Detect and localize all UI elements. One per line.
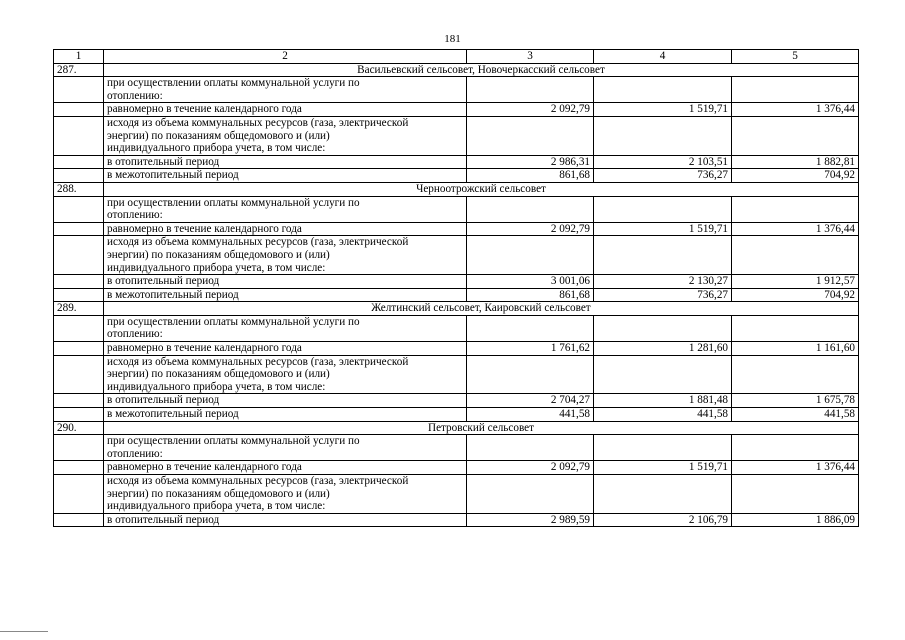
- margin-mark: [0, 631, 48, 632]
- description-cell: [104, 288, 467, 302]
- value-cell-v5: 704,92: [732, 288, 859, 302]
- index-cell: [54, 236, 104, 275]
- value-cell-v5: 1 376,44: [732, 103, 859, 117]
- value-cell-v3: [467, 475, 594, 514]
- value-cell-v3: [467, 196, 594, 222]
- value-cell-v5: 1 886,09: [732, 513, 859, 527]
- description-cell: [104, 342, 467, 356]
- description-line: в межотопительный период: [107, 288, 239, 301]
- value-cell-v3: 2 989,59: [467, 513, 594, 527]
- description-line: равномерно в течение календарного года: [107, 342, 302, 355]
- value-cell-v3: 2 092,79: [467, 103, 594, 117]
- section-index: 288.: [54, 182, 104, 196]
- value-cell-v4: [594, 116, 732, 155]
- table-row: [54, 342, 859, 356]
- value-cell-v5: [732, 315, 859, 341]
- description-line: в отопительный период: [107, 513, 220, 526]
- index-cell: [54, 408, 104, 422]
- table-row: [54, 355, 859, 394]
- value-cell-v5: 1 161,60: [732, 342, 859, 356]
- table-row: [54, 435, 859, 461]
- value-cell-v5: 1 376,44: [732, 461, 859, 475]
- index-cell: [54, 116, 104, 155]
- description-cell: [104, 408, 467, 422]
- description-line: при осуществлении оплаты коммунальной услуги по: [107, 315, 360, 328]
- description-cell: [104, 315, 467, 341]
- index-cell: [54, 435, 104, 461]
- description-line: равномерно в течение календарного года: [107, 103, 302, 116]
- description-cell: [104, 103, 467, 117]
- value-cell-v4: 736,27: [594, 288, 732, 302]
- value-cell-v4: 1 281,60: [594, 342, 732, 356]
- table-row: [54, 461, 859, 475]
- index-cell: [54, 169, 104, 183]
- section-title: Черноотрожский сельсовет: [104, 182, 859, 196]
- description-cell: [104, 77, 467, 103]
- table-row: [54, 475, 859, 514]
- value-cell-v5: [732, 116, 859, 155]
- description-line: исходя из объема коммунальных ресурсов (газа, электрической: [107, 236, 409, 249]
- value-cell-v4: [594, 236, 732, 275]
- section-title: Петровский сельсовет: [104, 421, 859, 435]
- table-row: [54, 408, 859, 422]
- description-line: исходя из объема коммунальных ресурсов (газа, электрической: [107, 355, 409, 368]
- value-cell-v5: 1 912,57: [732, 275, 859, 289]
- index-cell: [54, 461, 104, 475]
- value-cell-v4: 1 519,71: [594, 461, 732, 475]
- description-line: индивидуального прибора учета, в том числе:: [107, 500, 326, 513]
- section-row: [54, 421, 859, 435]
- value-cell-v5: 1 376,44: [732, 222, 859, 236]
- column-header: 4: [594, 50, 732, 64]
- section-index: 287.: [54, 63, 104, 77]
- description-line: энергии) по показаниям общедомового и (или): [107, 248, 330, 261]
- value-cell-v3: [467, 315, 594, 341]
- table-row: [54, 77, 859, 103]
- index-cell: [54, 475, 104, 514]
- value-cell-v3: [467, 355, 594, 394]
- description-line: исходя из объема коммунальных ресурсов (газа, электрической: [107, 475, 409, 487]
- table-row: [54, 116, 859, 155]
- description-line: равномерно в течение календарного года: [107, 222, 302, 235]
- table-row: [54, 196, 859, 222]
- description-line: в межотопительный период: [107, 408, 239, 421]
- value-cell-v4: [594, 355, 732, 394]
- index-cell: [54, 315, 104, 341]
- column-header: 5: [732, 50, 859, 64]
- description-line: в отопительный период: [107, 155, 220, 168]
- value-cell-v5: [732, 196, 859, 222]
- value-cell-v5: [732, 355, 859, 394]
- index-cell: [54, 342, 104, 356]
- value-cell-v4: [594, 196, 732, 222]
- description-line: при осуществлении оплаты коммунальной услуги по: [107, 77, 360, 90]
- description-cell: [104, 513, 467, 527]
- value-cell-v3: [467, 236, 594, 275]
- table-row: [54, 155, 859, 169]
- value-cell-v3: 2 704,27: [467, 394, 594, 408]
- value-cell-v5: [732, 236, 859, 275]
- value-cell-v3: [467, 435, 594, 461]
- description-line: энергии) по показаниям общедомового и (или): [107, 368, 330, 381]
- value-cell-v3: [467, 116, 594, 155]
- description-line: при осуществлении оплаты коммунальной услуги по: [107, 435, 360, 448]
- description-cell: [104, 169, 467, 183]
- table-row: [54, 275, 859, 289]
- value-cell-v4: [594, 315, 732, 341]
- value-cell-v5: 1 882,81: [732, 155, 859, 169]
- value-cell-v3: 3 001,06: [467, 275, 594, 289]
- value-cell-v5: [732, 435, 859, 461]
- description-line: в отопительный период: [107, 394, 220, 407]
- page-number: 181: [444, 33, 461, 45]
- value-cell-v4: 1 519,71: [594, 222, 732, 236]
- value-cell-v4: [594, 77, 732, 103]
- description-line: энергии) по показаниям общедомового и (или): [107, 129, 330, 142]
- description-line: отоплению:: [107, 328, 163, 341]
- value-cell-v3: 2 092,79: [467, 222, 594, 236]
- description-line: отоплению:: [107, 89, 163, 102]
- column-header: 3: [467, 50, 594, 64]
- description-line: энергии) по показаниям общедомового и (или): [107, 487, 330, 500]
- description-line: равномерно в течение календарного года: [107, 461, 302, 474]
- index-cell: [54, 196, 104, 222]
- description-line: в межотопительный период: [107, 169, 239, 182]
- column-header: 1: [54, 50, 104, 64]
- index-cell: [54, 513, 104, 527]
- description-cell: [104, 275, 467, 289]
- index-cell: [54, 103, 104, 117]
- description-cell: [104, 435, 467, 461]
- value-cell-v3: 441,58: [467, 408, 594, 422]
- section-title: Васильевский сельсовет, Новочеркасский сельсовет: [104, 63, 859, 77]
- value-cell-v4: 441,58: [594, 408, 732, 422]
- value-cell-v4: [594, 475, 732, 514]
- section-row: [54, 63, 859, 77]
- value-cell-v3: 2 986,31: [467, 155, 594, 169]
- table-row: [54, 288, 859, 302]
- section-row: [54, 302, 859, 316]
- description-line: исходя из объема коммунальных ресурсов (газа, электрической: [107, 116, 409, 129]
- description-cell: [104, 475, 467, 514]
- description-cell: [104, 222, 467, 236]
- section-row: [54, 182, 859, 196]
- value-cell-v5: [732, 77, 859, 103]
- description-line: индивидуального прибора учета, в том числе:: [107, 261, 326, 274]
- description-line: отоплению:: [107, 447, 163, 460]
- index-cell: [54, 155, 104, 169]
- description-cell: [104, 461, 467, 475]
- value-cell-v3: 861,68: [467, 169, 594, 183]
- column-header: 2: [104, 50, 467, 64]
- table-row: [54, 315, 859, 341]
- description-line: в отопительный период: [107, 275, 220, 288]
- value-cell-v5: [732, 475, 859, 514]
- section-title: Желтинский сельсовет, Каировский сельсовет: [104, 302, 859, 316]
- value-cell-v4: 2 130,27: [594, 275, 732, 289]
- value-cell-v3: 1 761,62: [467, 342, 594, 356]
- index-cell: [54, 222, 104, 236]
- index-cell: [54, 77, 104, 103]
- value-cell-v4: 2 106,79: [594, 513, 732, 527]
- description-cell: [104, 116, 467, 155]
- value-cell-v3: [467, 77, 594, 103]
- value-cell-v4: 2 103,51: [594, 155, 732, 169]
- value-cell-v5: 1 675,78: [732, 394, 859, 408]
- value-cell-v4: 736,27: [594, 169, 732, 183]
- section-index: 289.: [54, 302, 104, 316]
- index-cell: [54, 394, 104, 408]
- value-cell-v3: 861,68: [467, 288, 594, 302]
- tariff-table: [53, 49, 859, 527]
- value-cell-v4: 1 519,71: [594, 103, 732, 117]
- value-cell-v4: 1 881,48: [594, 394, 732, 408]
- value-cell-v5: 441,58: [732, 408, 859, 422]
- section-index: 290.: [54, 421, 104, 435]
- description-line: индивидуального прибора учета, в том числе:: [107, 142, 326, 155]
- value-cell-v5: 704,92: [732, 169, 859, 183]
- description-line: индивидуального прибора учета, в том числе:: [107, 380, 326, 393]
- table-row: [54, 103, 859, 117]
- column-header-row: [54, 50, 859, 64]
- value-cell-v4: [594, 435, 732, 461]
- description-line: отоплению:: [107, 209, 163, 222]
- table-row: [54, 513, 859, 527]
- table-body: [54, 50, 859, 527]
- description-cell: [104, 155, 467, 169]
- description-cell: [104, 394, 467, 408]
- value-cell-v3: 2 092,79: [467, 461, 594, 475]
- table-row: [54, 222, 859, 236]
- index-cell: [54, 355, 104, 394]
- index-cell: [54, 288, 104, 302]
- description-cell: [104, 196, 467, 222]
- table-row: [54, 169, 859, 183]
- index-cell: [54, 275, 104, 289]
- table-row: [54, 236, 859, 275]
- description-cell: [104, 236, 467, 275]
- description-cell: [104, 355, 467, 394]
- description-line: при осуществлении оплаты коммунальной услуги по: [107, 196, 360, 209]
- table-row: [54, 394, 859, 408]
